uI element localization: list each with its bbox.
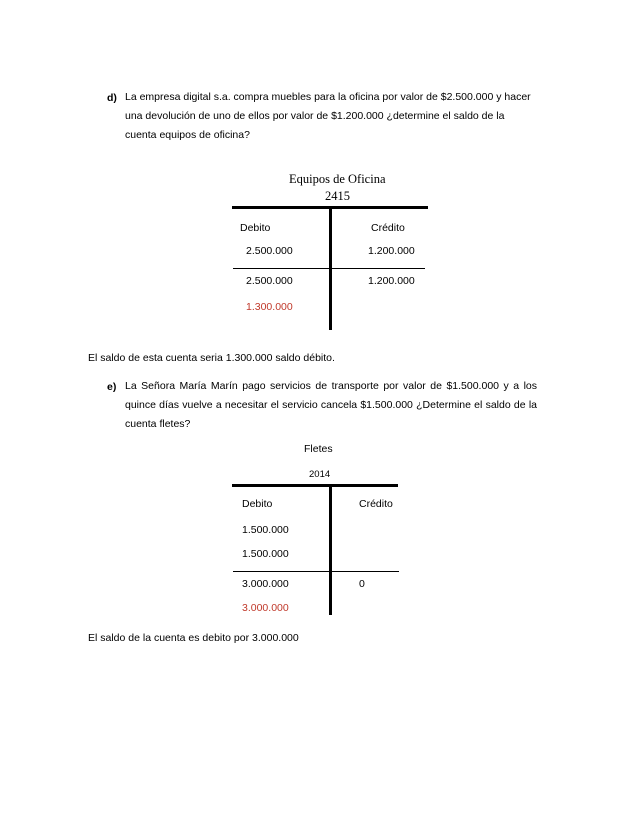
credit-total: 0 xyxy=(359,578,365,590)
account-name: Fletes xyxy=(304,443,333,455)
credit-entry: 1.200.000 xyxy=(368,245,415,257)
section-e-label: e) xyxy=(107,381,117,393)
total-line xyxy=(233,268,425,269)
debit-header: Debito xyxy=(242,498,273,510)
section-d-label: d) xyxy=(107,92,117,104)
account-code: 2415 xyxy=(325,189,350,203)
section-d-conclusion: El saldo de esta cuenta seria 1.300.000 saldo débito. xyxy=(88,352,335,364)
debit-total: 3.000.000 xyxy=(242,578,289,590)
debit-total: 2.500.000 xyxy=(246,275,293,287)
t-account-center-line xyxy=(329,484,332,615)
account-name: Equipos de Oficina xyxy=(289,172,386,186)
section-e-conclusion: El saldo de la cuenta es debito por 3.000.000 xyxy=(88,632,299,644)
t-account-top-line xyxy=(232,484,398,487)
section-e-line-2: quince días vuelve a necesitar el servicio cancela $1.500.000 ¿Determine el saldo de la xyxy=(125,399,537,411)
debit-entry: 2.500.000 xyxy=(246,245,293,257)
section-d-line-3: cuenta equipos de oficina? xyxy=(125,129,250,141)
credit-header: Crédito xyxy=(359,498,393,510)
balance-value: 1.300.000 xyxy=(246,301,293,313)
section-d-line-2: una devolución de uno de ellos por valor de $1.200.000 ¿determine el saldo de la xyxy=(125,110,505,122)
total-line xyxy=(233,571,399,572)
credit-header: Crédito xyxy=(371,222,405,234)
credit-total: 1.200.000 xyxy=(368,275,415,287)
account-code: 2014 xyxy=(309,469,331,480)
balance-value: 3.000.000 xyxy=(242,602,289,614)
section-e-line-1: La Señora María Marín pago servicios de transporte por valor de $1.500.000 y a los xyxy=(125,380,537,392)
section-e-line-3: cuenta fletes? xyxy=(125,418,191,430)
section-d-line-1: La empresa digital s.a. compra muebles para la oficina por valor de $2.500.000 y hacer xyxy=(125,91,531,103)
debit-entry: 1.500.000 xyxy=(242,548,289,560)
debit-entry: 1.500.000 xyxy=(242,524,289,536)
debit-header: Debito xyxy=(240,222,271,234)
